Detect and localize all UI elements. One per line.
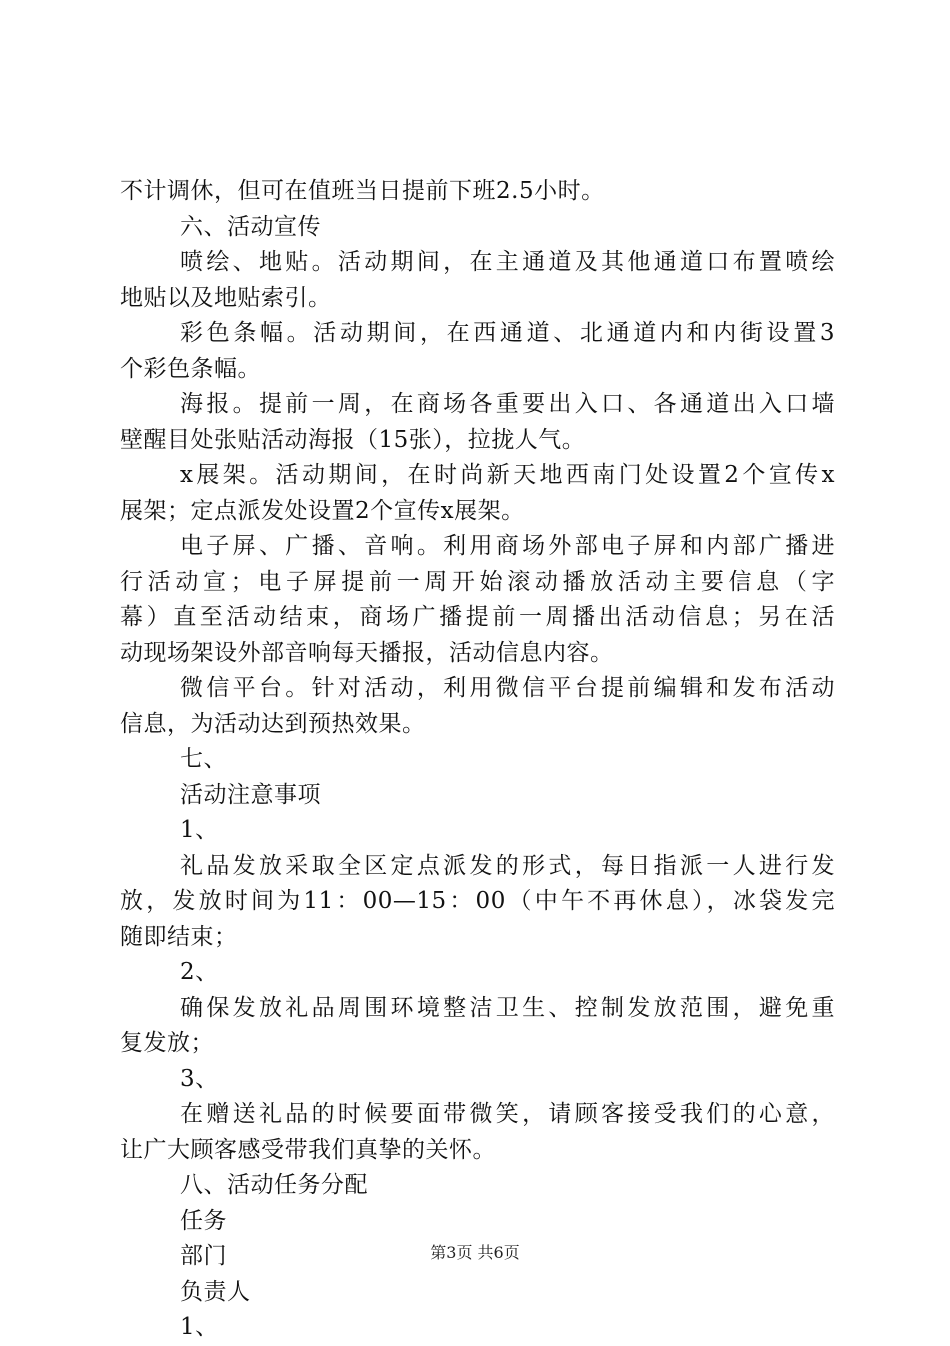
- text-line: 活动注意事项: [180, 781, 321, 808]
- text-line: 海报。提前一周，在商场各重要出入口、各通道出入口墙: [180, 391, 835, 417]
- text-line: 负责人: [180, 1278, 251, 1305]
- text-line: 不计调休，但可在值班当日提前下班2.5小时。: [120, 178, 605, 204]
- text-line: 1、: [180, 817, 219, 843]
- text-line: 八、活动任务分配: [180, 1172, 368, 1198]
- text-line: 复发放；: [120, 1030, 214, 1056]
- text-line: 放，发放时间为11：00—15：00（中午不再休息），冰袋发完: [120, 888, 835, 914]
- text-line: 地贴以及地贴索引。: [120, 284, 332, 311]
- text-line: 七、: [180, 746, 227, 772]
- text-line: 动现场架设外部音响每天播报，活动信息内容。: [120, 639, 614, 666]
- text-line: 任务: [180, 1207, 227, 1234]
- text-line: 3、: [180, 1065, 219, 1092]
- text-line: 壁醒目处张贴活动海报（15张），拉拢人气。: [120, 426, 586, 453]
- text-line: 展架；定点派发处设置2个宣传x展架。: [120, 497, 525, 524]
- text-line: x展架。活动期间，在时尚新天地西南门处设置2个宣传x: [180, 462, 835, 488]
- text-line: 信息，为活动达到预热效果。: [120, 710, 426, 737]
- text-line: 在赠送礼品的时候要面带微笑，请顾客接受我们的心意，: [180, 1101, 835, 1127]
- text-line: 幕）直至活动结束，商场广播提前一周播出活动信息；另在活: [120, 604, 835, 630]
- text-line: 让广大顾客感受带我们真挚的关怀。: [120, 1136, 496, 1163]
- text-line: 行活动宣；电子屏提前一周开始滚动播放活动主要信息（字: [120, 568, 835, 595]
- document-body: [120, 174, 835, 1346]
- text-line: 电子屏、广播、音响。利用商场外部电子屏和内部广播进: [180, 533, 835, 559]
- text-line: 礼品发放采取全区定点派发的形式，每日指派一人进行发: [180, 852, 835, 879]
- text-line: 部门: [180, 1243, 227, 1269]
- text-line: 微信平台。针对活动，利用微信平台提前编辑和发布活动: [180, 675, 835, 701]
- text-line: 确保发放礼品周围环境整洁卫生、控制发放范围，避免重: [180, 994, 835, 1021]
- text-line: 1、: [180, 1314, 219, 1340]
- page-footer: 第3页 共6页: [430, 1243, 520, 1262]
- text-line: 随即结束；: [120, 923, 238, 950]
- text-line: 个彩色条幅。: [120, 355, 261, 382]
- text-line: 彩色条幅。活动期间，在西通道、北通道内和内街设置3: [180, 320, 835, 346]
- text-line: 喷绘、地贴。活动期间，在主通道及其他通道口布置喷绘: [180, 249, 835, 275]
- text-line: 2、: [180, 959, 219, 985]
- text-line: 六、活动宣传: [180, 213, 321, 240]
